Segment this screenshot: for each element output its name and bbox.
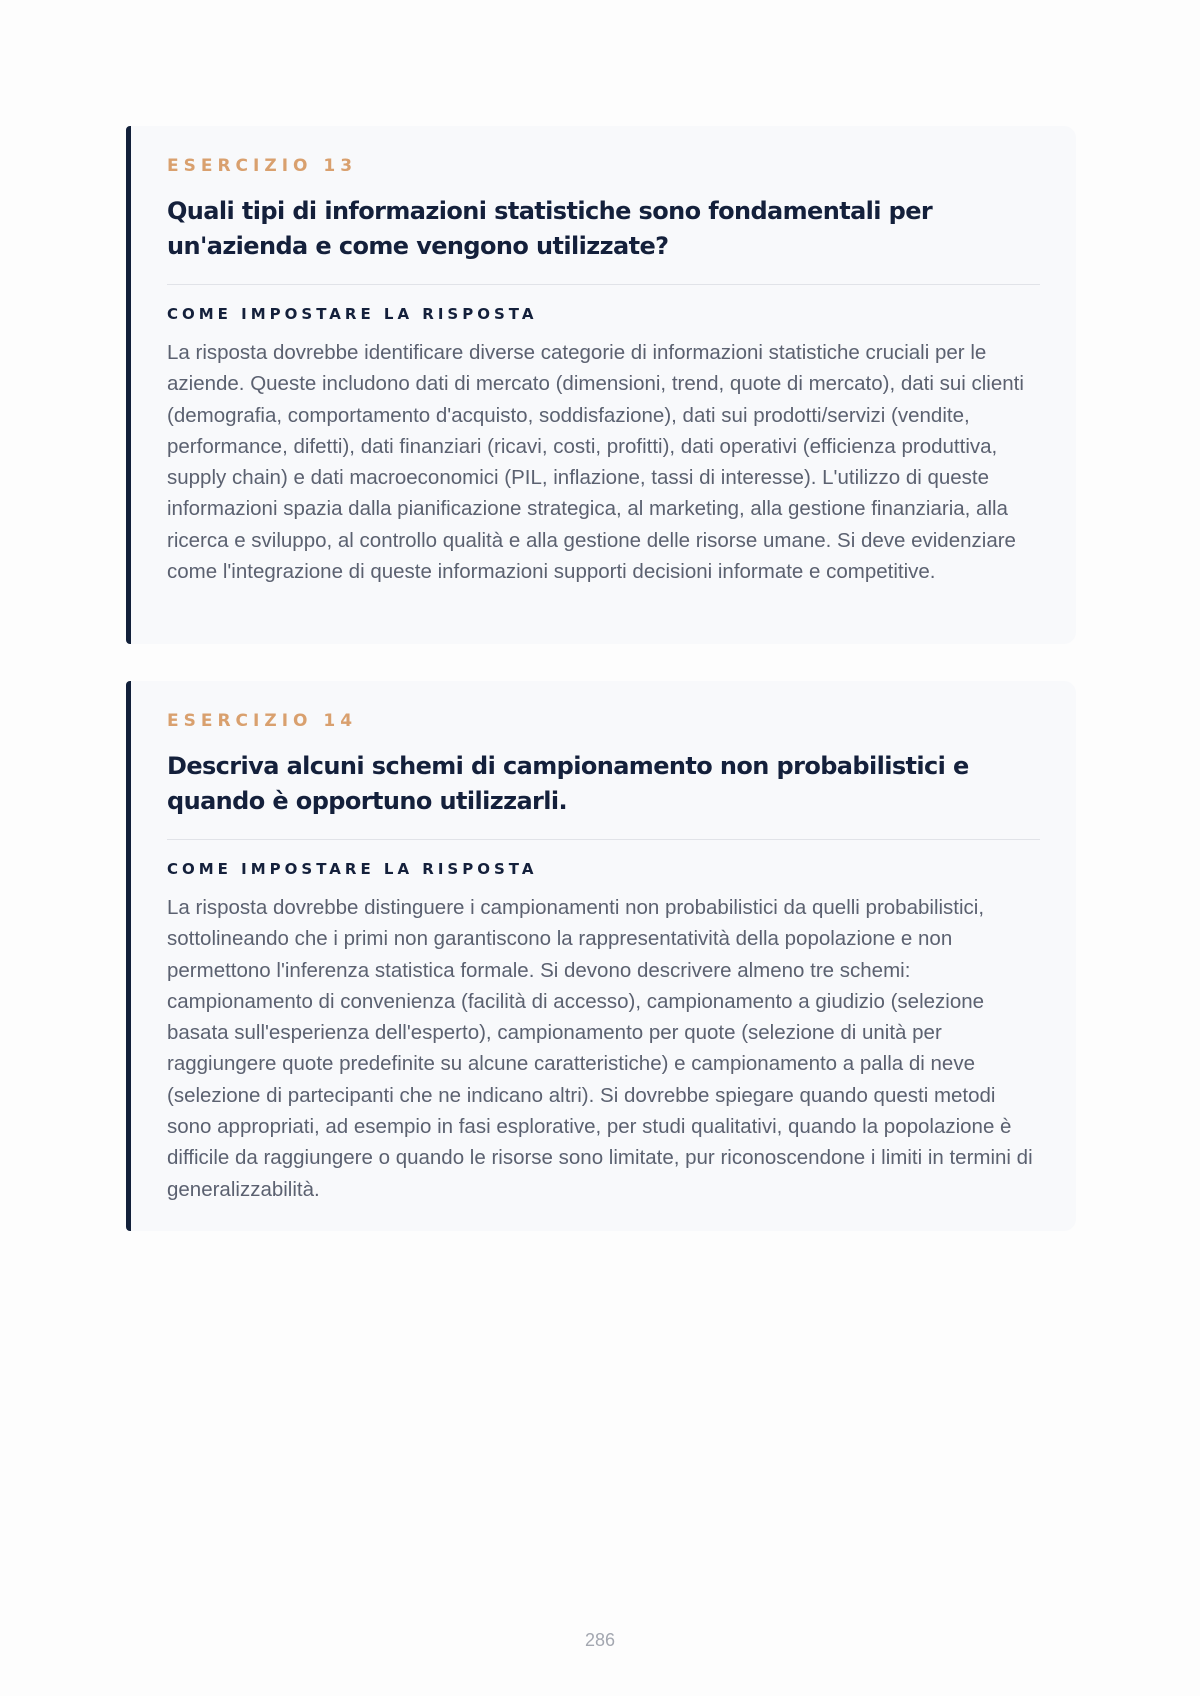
exercise-question: Descriva alcuni schemi di campionamento non probabilistici e quando è opportuno utilizzarli. — [167, 752, 969, 815]
exercise-card-13 — [126, 126, 1076, 644]
divider — [167, 839, 1040, 840]
page-number: 286 — [584, 1630, 616, 1650]
answer-heading: COME IMPOSTARE LA RISPOSTA — [167, 305, 538, 323]
exercise-label: ESERCIZIO 13 — [167, 156, 358, 176]
divider — [167, 284, 1040, 285]
answer-text: La risposta dovrebbe identificare diverse categorie di informazioni statistiche cruciali per le aziende. Queste includono dati di mercato (dimensioni, trend, quote di mercato), dati sui clienti (demografia, comportamento d'acquisto, soddisfazione), dati sui prodotti/servizi (vendite, performance, difetti), dati finanziari (ricavi, costi, profitti), dati operativi (efficienza produttiva, supply chain) e dati macroeconomici (PIL, inflazione, tassi di interesse). L'utilizzo di queste informazioni spazia dalla pianificazione strategica, al marketing, alla gestione finanziaria, alla ricerca e sviluppo, al controllo qualità e alla gestione delle risorse umane. Si deve evidenziare come l'integrazione di queste informazioni supporti decisioni informate e competitive. — [167, 341, 1024, 584]
exercise-question: Quali tipi di informazioni statistiche sono fondamentali per un'azienda e come vengono utilizzate? — [167, 197, 933, 260]
exercise-card-14 — [126, 681, 1076, 1231]
answer-text: La risposta dovrebbe distinguere i campionamenti non probabilistici da quelli probabilistici, sottolineando che i primi non garantiscono la rappresentatività della popolazione e non permettono l'inferenza statistica formale. Si devono descrivere almeno tre schemi: campionamento di convenienza (facilità di accesso), campionamento a giudizio (selezione basata sull'esperienza dell'esperto), campionamento per quote (selezione di unità per raggiungere quote predefinite su alcune caratteristiche) e campionamento a palla di neve (selezione di partecipanti che ne indicano altri). Si dovrebbe spiegare quando questi metodi sono appropriati, ad esempio in fasi esplorative, per studi qualitativi, quando la popolazione è difficile da raggiungere o quando le risorse sono limitate, pur riconoscendone i limiti in termini di generalizzabilità. — [167, 896, 1033, 1201]
exercise-label: ESERCIZIO 14 — [167, 711, 358, 731]
answer-heading: COME IMPOSTARE LA RISPOSTA — [167, 860, 538, 878]
